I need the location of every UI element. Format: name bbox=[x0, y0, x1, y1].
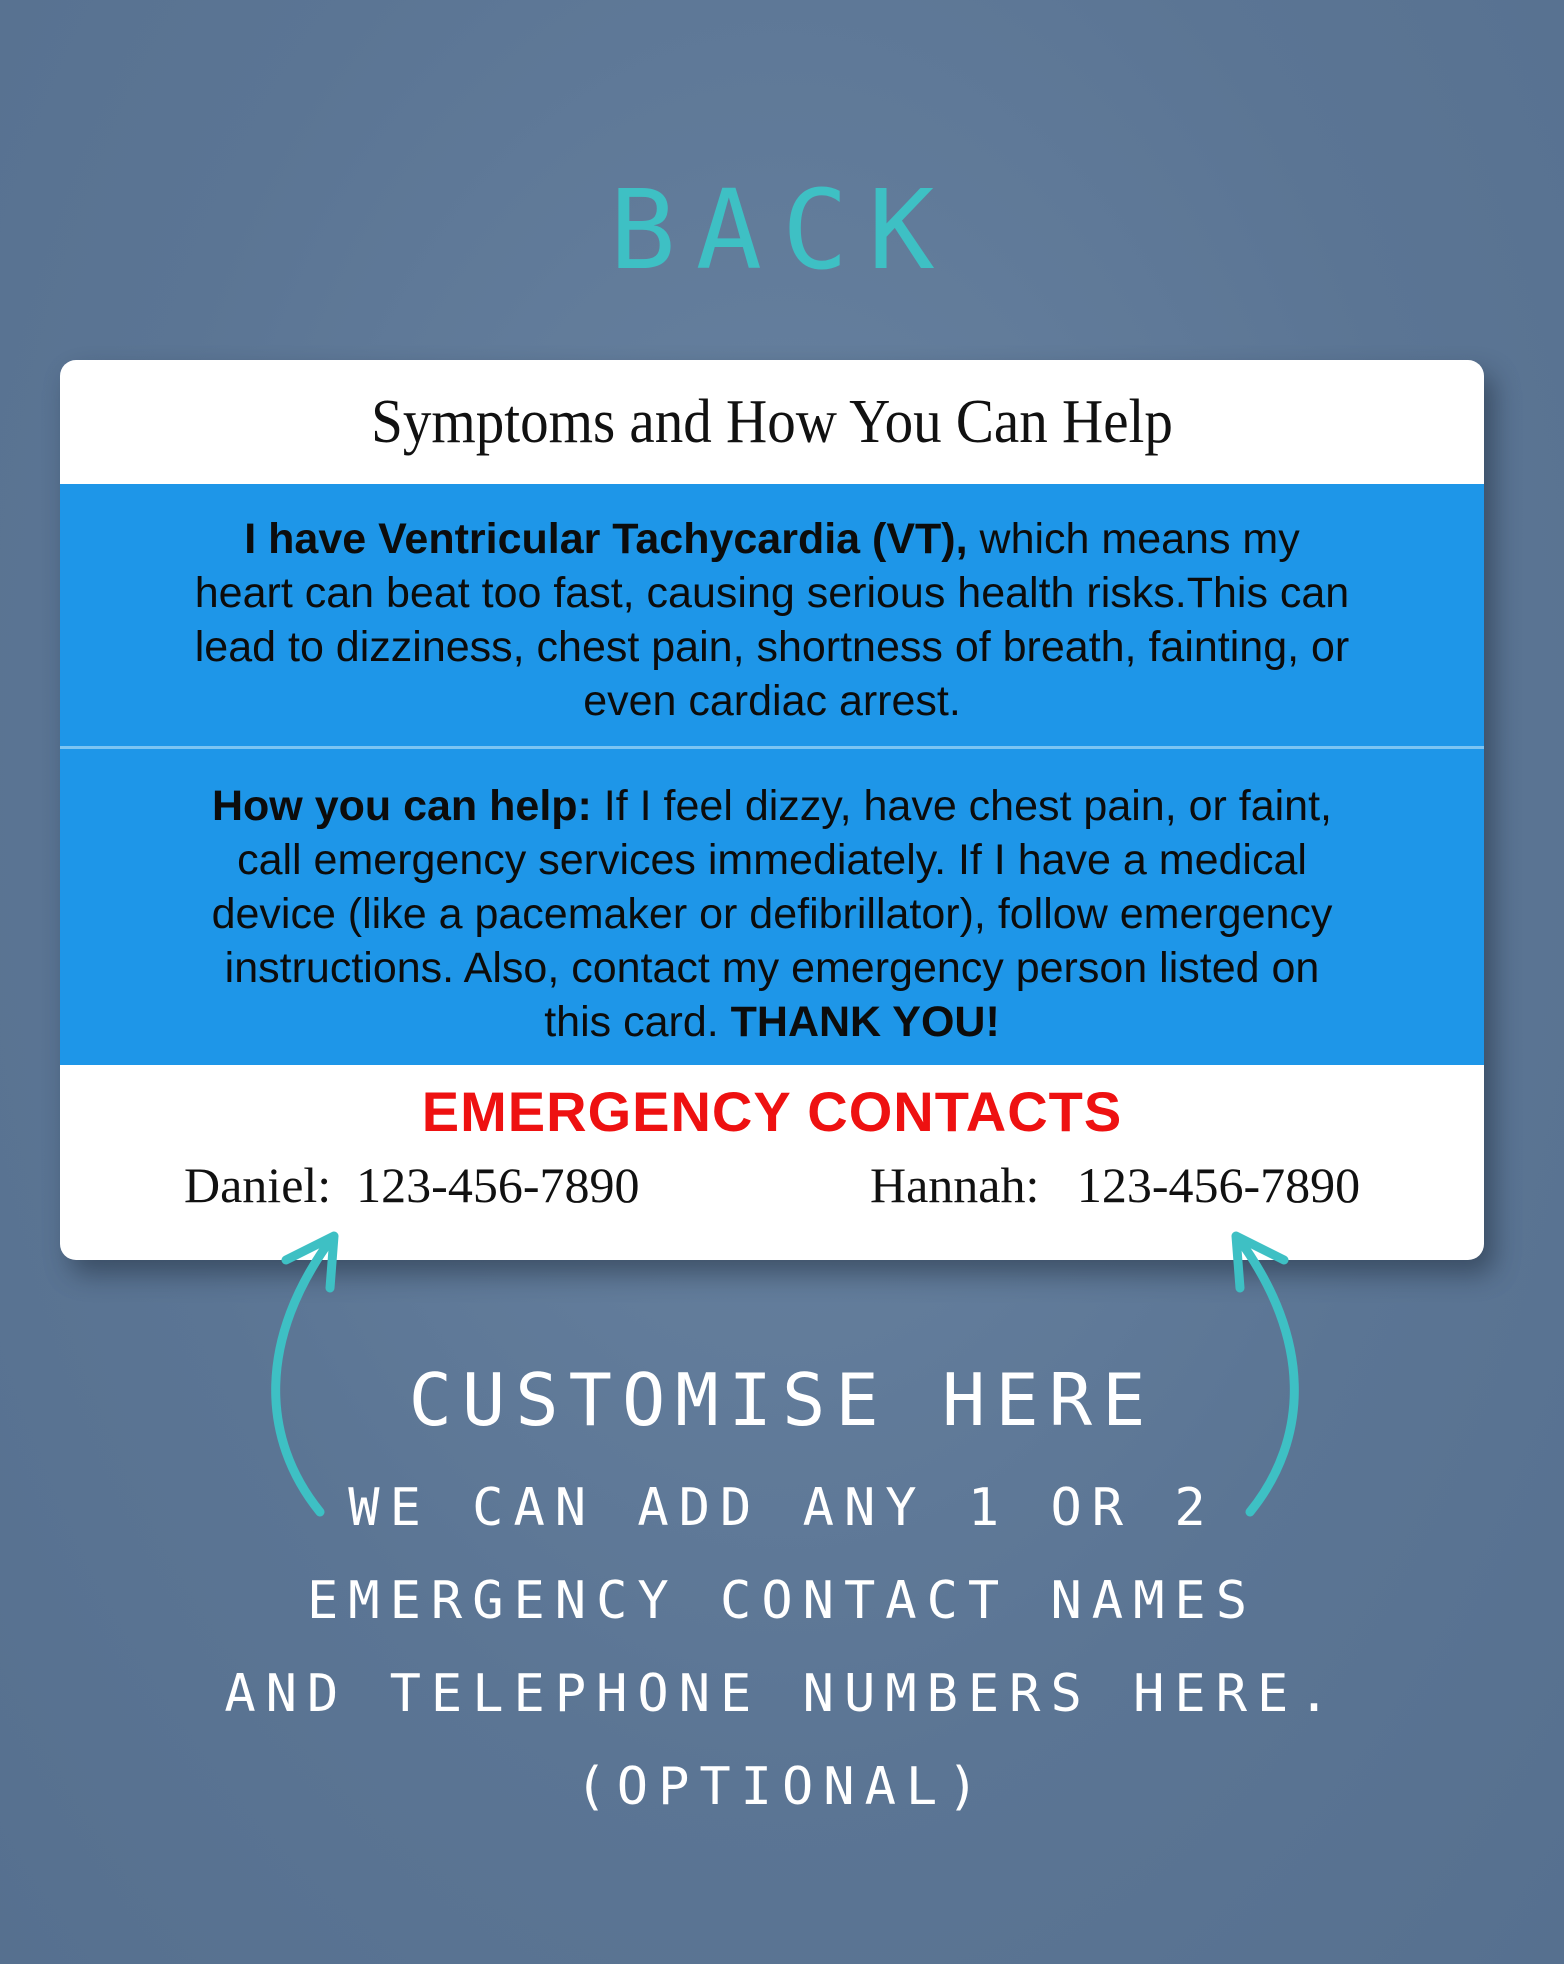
condition-text: which means my heart can beat too fast, causing serious health risks.This can lead to dizziness, chest pain, shortness of breath, fainting, or even cardiac arrest. bbox=[194, 515, 1350, 725]
help-bold: How you can help: bbox=[211, 782, 592, 830]
condition-section bbox=[60, 484, 1484, 749]
customise-line-2: EMERGENCY CONTACT NAMES bbox=[306, 1571, 1258, 1631]
contact-1: Daniel: 123-456-7890 bbox=[184, 1157, 640, 1213]
customise-title: CUSTOMISE HERE bbox=[408, 1358, 1156, 1442]
medical-card bbox=[60, 360, 1484, 1260]
card-title: Symptoms and How You Can Help bbox=[371, 387, 1173, 456]
back-heading: BACK bbox=[609, 166, 955, 294]
contacts-row bbox=[60, 1156, 1484, 1226]
customise-line-1: WE CAN ADD ANY 1 OR 2 bbox=[348, 1478, 1216, 1538]
emergency-contacts-title: EMERGENCY CONTACTS bbox=[421, 1080, 1123, 1143]
thank-you: THANK YOU! bbox=[730, 998, 1000, 1046]
contact-2: Hannah: 123-456-7890 bbox=[870, 1157, 1361, 1213]
customise-line-3: AND TELEPHONE NUMBERS HERE. bbox=[224, 1664, 1340, 1724]
help-text: If I feel dizzy, have chest pain, or faint, call emergency services immediately. If I have a medical device (like a pacemaker or defibrillator), follow emergency instructions. Also, contact my emergency person listed on this card. bbox=[211, 782, 1333, 1046]
condition-bold: I have Ventricular Tachycardia (VT), bbox=[244, 515, 968, 563]
customise-line-4: (OPTIONAL) bbox=[575, 1757, 989, 1817]
help-section bbox=[60, 749, 1484, 1065]
